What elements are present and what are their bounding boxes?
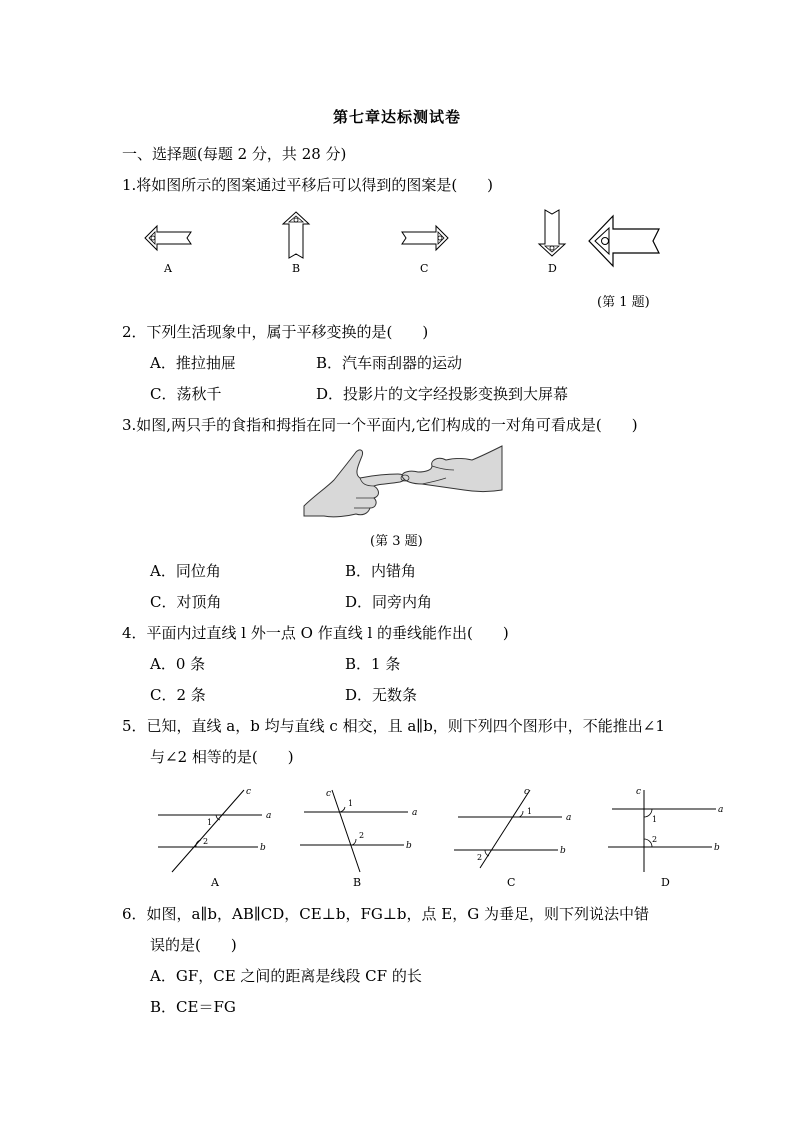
q1-figure-a-arrow	[143, 222, 195, 254]
q5b-label-a: a	[412, 808, 418, 818]
q1-label-b: B	[292, 262, 301, 275]
q4-option-b: B．1 条	[345, 655, 401, 673]
q5d-angle-1: 1	[652, 815, 658, 824]
q1-figure-c-arrow	[398, 222, 450, 254]
q3-caption: (第 3 题)	[370, 534, 423, 549]
q1-caption: (第 1 题)	[597, 295, 650, 310]
q5-figure-b	[296, 782, 426, 882]
q5-figure-a	[150, 782, 280, 882]
q5-figure-c	[450, 782, 580, 882]
q5a-label-a: a	[266, 811, 272, 821]
q5b-angle-2: 2	[359, 831, 365, 840]
q5-figure-d	[600, 782, 730, 882]
q1-figure-b-arrow	[279, 210, 313, 260]
q5b-angle-1: 1	[348, 799, 354, 808]
q1-figure-d-arrow	[535, 208, 569, 258]
q3-option-d: D．同旁内角	[345, 593, 433, 611]
q1-label-c: C	[420, 262, 429, 275]
q3-option-a: A．同位角	[150, 562, 221, 580]
q2-option-b: B．汽车雨刮器的运动	[316, 354, 463, 372]
q6-option-a: A．GF，CE 之间的距离是线段 CF 的长	[150, 967, 422, 985]
question-3-stem: 3.如图,两只手的食指和拇指在同一个平面内,它们构成的一对角可看成是( )	[122, 416, 638, 434]
q5a-angle-2: 2	[203, 837, 209, 846]
question-1-stem: 1.将如图所示的图案通过平移后可以得到的图案是( )	[122, 176, 494, 194]
q5-label-b: B	[353, 876, 362, 889]
question-4-stem: 4．平面内过直线 l 外一点 O 作直线 l 的垂线能作出( )	[122, 624, 509, 642]
question-5-stem-line-2: 与∠2 相等的是( )	[150, 748, 294, 766]
q4-option-d: D．无数条	[345, 686, 418, 704]
q5d-label-b: b	[714, 843, 720, 853]
q6-option-b: B．CE＝FG	[150, 998, 236, 1016]
q5a-label-b: b	[260, 843, 266, 853]
q4-option-a: A．0 条	[150, 655, 206, 673]
q3-option-b: B．内错角	[345, 562, 417, 580]
q5a-angle-1: 1	[207, 818, 213, 827]
q5b-label-b: b	[406, 841, 412, 851]
section-heading: 一、选择题(每题 2 分，共 28 分)	[122, 145, 347, 163]
q5c-angle-2: 2	[477, 853, 483, 862]
q5a-label-c: c	[246, 787, 252, 797]
q3-hands-illustration	[304, 446, 502, 522]
q5c-label-c: c	[524, 787, 530, 797]
q5-label-c: C	[507, 876, 516, 889]
q2-option-c: C．荡秋千	[150, 385, 222, 403]
page-title: 第七章达标测试卷	[332, 108, 461, 126]
q5c-angle-1: 1	[527, 807, 533, 816]
question-2-stem: 2．下列生活现象中，属于平移变换的是( )	[122, 323, 429, 341]
q5-label-a: A	[211, 876, 219, 889]
q1-original-arrow	[587, 212, 663, 270]
q2-option-a: A．推拉抽屉	[150, 354, 236, 372]
q5b-label-c: c	[326, 789, 332, 799]
question-6-stem-line-2: 误的是( )	[150, 936, 237, 954]
q4-option-c: C．2 条	[150, 686, 206, 704]
q5c-label-a: a	[566, 813, 572, 823]
q1-label-a: A	[164, 262, 172, 275]
q1-label-d: D	[548, 262, 557, 275]
q5d-angle-2: 2	[652, 835, 658, 844]
question-6-stem-line-1: 6．如图，a∥b，AB∥CD，CE⊥b，FG⊥b，点 E，G 为垂足，则下列说法中错	[122, 905, 650, 923]
q5-label-d: D	[661, 876, 670, 889]
q3-option-c: C．对顶角	[150, 593, 222, 611]
q5d-label-a: a	[718, 805, 724, 815]
question-5-stem-line-1: 5．已知，直线 a，b 均与直线 c 相交，且 a∥b，则下列四个图形中，不能推出∠1	[122, 717, 665, 735]
q2-option-d: D．投影片的文字经投影变换到大屏幕	[316, 385, 569, 403]
q5c-label-b: b	[560, 846, 566, 856]
q5d-label-c: c	[636, 787, 642, 797]
